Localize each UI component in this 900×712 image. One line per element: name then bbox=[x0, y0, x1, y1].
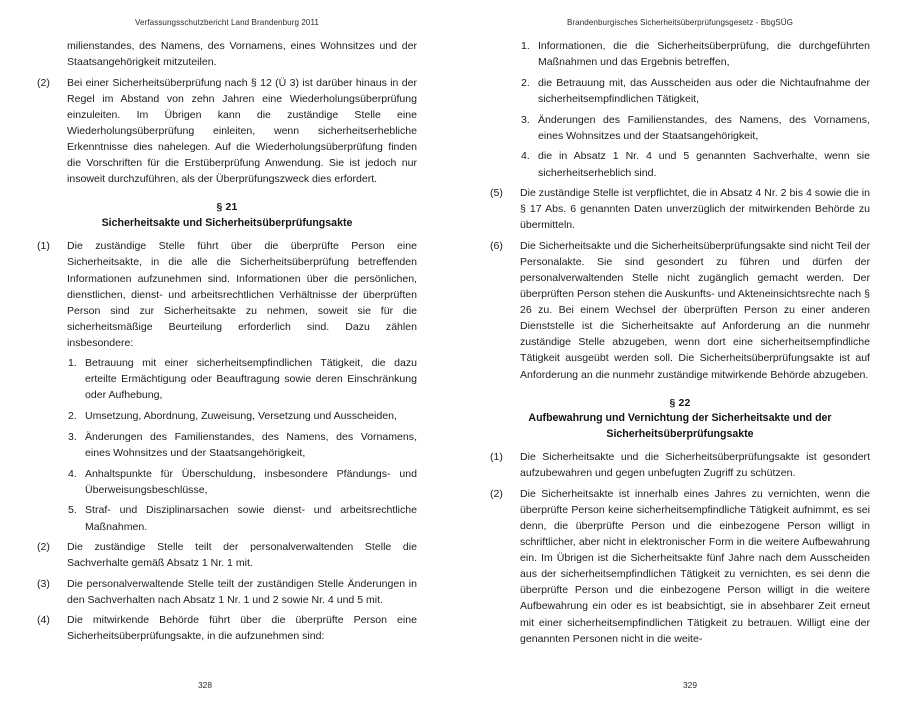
paragraph-text: Die Sicherheitsakte ist innerhalb eines Jahres zu vernichten, wenn die überprüfte Person keine sicherheitsempfindliche Tätigkeit aufnimmt, es sei denn, die überprüfte Person und die einbezogene Person willigt in schriftlicher, aber nicht in elektronischer Form in die weitere Aufbewahrung ein. Im Übrigen ist die Sicherheitsakte fünf Jahre nach dem Ausscheiden aus der sicherheitsempfindlichen Tätigkeit zu vernichten, es sei denn die überprüfte Person und die einbezogene Person willigt in die weitere Aufbewahrung ein oder es ist beabsichtigt, sie in absehbarer Zeit erneut mit einer sicherheitsempfindlichen Tätigkeit zu betrauen. Willigt eine der genannten Personen nicht in die weite- bbox=[520, 487, 870, 645]
paragraph-marker: (6) bbox=[490, 239, 503, 252]
list-item-text: die Betrauung mit, das Ausscheiden aus oder die Nichtaufnahme der sicherheitsempfindlichen Tätigkeit, bbox=[538, 76, 870, 105]
list-item-text: Änderungen des Familienstandes, des Namens, des Vornamens, eines Wohnsitzes und der Staatsangehörigkeit, bbox=[85, 430, 417, 459]
list-item bbox=[37, 408, 417, 424]
list-item-marker: 2. bbox=[68, 410, 77, 423]
list-item-text: Informationen, die die Sicherheitsüberprüfung, die durchgeführten Maßnahmen und das Ergebnis betreffen, bbox=[538, 40, 870, 69]
paragraph-text: Die zuständige Stelle führt über die überprüfte Person eine Sicherheitsakte, in die alle die Sicherheitsüberprüfung betreffenden Informationen aufzunehmen sind. Informationen über die persönlichen, dienstlichen, dienst- und arbeitsrechtlichen Verhältnisse der überprüften Person sind zur Sicherheitsakte zu nehmen, soweit sie für die sicherheitsmäßige Beurteilung erforderlich sind. Dazu zählen insbesondere: bbox=[67, 240, 417, 349]
paragraph-marker: (2) bbox=[37, 76, 50, 89]
paragraph-2 bbox=[490, 486, 870, 647]
paragraph-2b bbox=[37, 539, 417, 571]
paragraph-text: Die mitwirkende Behörde führt über die überprüfte Person eine Sicherheitsüberprüfungsakte, in die aufzunehmen sind: bbox=[67, 614, 417, 643]
paragraph-marker: (3) bbox=[37, 577, 50, 590]
list-item-marker: 5. bbox=[68, 504, 77, 517]
list-item-marker: 2. bbox=[521, 76, 530, 89]
list-item bbox=[490, 148, 870, 180]
paragraph-text: Die Sicherheitsakte und die Sicherheitsüberprüfungsakte sind nicht Teil der Personalakte. Sie sind gesondert zu führen und dürfen der personalverwaltenden Stelle nicht zugänglich gemacht werden. Der überprüften Person stehen die Auskunfts- und Akteneinsichtsrechte nach § 26 zu. Bei einem Wechsel der überprüften Person zu einer anderen Dienststelle ist die Sicherheitsakte auf Anforderung an die nunmehr zuständige Stelle abzugeben, wenn dort eine sicherheitsempfindliche Tätigkeit ausgeübt werden soll. Die Sicherheitsüberprüfungsakte ist auf Anforderung an die nunmehr zuständige mitwirkende Behörde abzugeben. bbox=[520, 239, 870, 381]
text-column-right bbox=[490, 38, 870, 647]
section-number: § 22 bbox=[669, 397, 691, 409]
list-item bbox=[37, 355, 417, 403]
section-heading-21 bbox=[37, 201, 417, 231]
paragraph-2 bbox=[37, 75, 417, 188]
section-title: Aufbewahrung und Vernichtung der Sicherheitsakte und der Sicherheitsüberprüfungsakte bbox=[528, 412, 832, 440]
paragraph-marker: (1) bbox=[37, 240, 50, 253]
list-item-marker: 1. bbox=[68, 357, 77, 370]
list-item-text: Betrauung mit einer sicherheitsempfindlichen Tätigkeit, die dazu erteilte Ermächtigung oder Beauftragung sowie deren Einschränkung oder Aufhebung, bbox=[85, 357, 417, 402]
paragraph-text: Die zuständige Stelle teilt der personalverwaltenden Stelle die Sachverhalte gemäß Absatz 1 Nr. 1 mit. bbox=[67, 541, 417, 570]
paragraph-3 bbox=[37, 576, 417, 608]
list-item bbox=[490, 75, 870, 107]
paragraph-marker: (5) bbox=[490, 187, 503, 200]
paragraph-marker: (1) bbox=[490, 451, 503, 464]
paragraph-5 bbox=[490, 185, 870, 233]
list-item-marker: 4. bbox=[68, 467, 77, 480]
list-item-text: Straf- und Disziplinarsachen sowie dienst- und arbeitsrechtliche Maßnahmen. bbox=[85, 504, 417, 533]
list-item bbox=[490, 112, 870, 144]
paragraph-marker: (4) bbox=[37, 614, 50, 627]
paragraph-text: Die zuständige Stelle ist verpflichtet, die in Absatz 4 Nr. 2 bis 4 sowie die in § 17 Abs. 6 genannten Daten unverzüglich der mitwirkenden Behörde zu übermitteln. bbox=[520, 187, 870, 232]
paragraph-continued bbox=[37, 38, 417, 70]
paragraph-text: Die personalverwaltende Stelle teilt der zuständigen Stelle Änderungen in den Sachverhalten nach Absatz 1 Nr. 1 und 2 sowie Nr. 4 und 5 mit. bbox=[67, 577, 417, 606]
list-item-marker: 4. bbox=[521, 150, 530, 163]
list-item bbox=[37, 466, 417, 498]
paragraph-marker: (2) bbox=[490, 487, 503, 500]
running-head-right: Brandenburgisches Sicherheitsüberprüfungsgesetz - BbgSÜG bbox=[566, 18, 794, 27]
section-title: Sicherheitsakte und Sicherheitsüberprüfungsakte bbox=[101, 216, 353, 229]
page-number-right: 329 bbox=[683, 680, 697, 690]
list-item bbox=[490, 38, 870, 70]
page-number-left: 328 bbox=[198, 680, 212, 690]
page-right bbox=[450, 0, 900, 712]
list-item-text: Anhaltspunkte für Überschuldung, insbesondere Pfändungs- und Überweisungsbeschlüsse, bbox=[85, 467, 417, 496]
paragraph-text: milienstandes, des Namens, des Vornamens, eines Wohnsitzes und der Staatsangehörigkeit mitzuteilen. bbox=[67, 40, 417, 69]
running-head-left: Verfassungsschutzbericht Land Brandenburg 2011 bbox=[135, 18, 319, 27]
list-item bbox=[37, 429, 417, 461]
paragraph-6 bbox=[490, 238, 870, 383]
list-item-marker: 3. bbox=[521, 113, 530, 126]
list-item-marker: 3. bbox=[68, 430, 77, 443]
paragraph-marker: (2) bbox=[37, 541, 50, 554]
paragraph-1 bbox=[490, 449, 870, 481]
list-item bbox=[37, 502, 417, 534]
paragraph-1 bbox=[37, 238, 417, 351]
section-heading-22 bbox=[490, 397, 870, 443]
paragraph-4 bbox=[37, 612, 417, 644]
paragraph-text: Die Sicherheitsakte und die Sicherheitsüberprüfungsakte ist gesondert aufzubewahren und gegen unbefugten Zugriff zu schützen. bbox=[520, 451, 870, 480]
list-item-marker: 1. bbox=[521, 40, 530, 53]
list-item-text: Änderungen des Familienstandes, des Namens, des Vornamens, eines Wohnsitzes und der Staatsangehörigkeit, bbox=[538, 113, 870, 142]
list-item-text: die in Absatz 1 Nr. 4 und 5 genannten Sachverhalte, wenn sie sicherheitserheblich sind. bbox=[538, 150, 870, 179]
text-column-left bbox=[37, 38, 417, 644]
section-number: § 21 bbox=[216, 202, 238, 214]
list-item-text: Umsetzung, Abordnung, Zuweisung, Versetzung und Ausscheiden, bbox=[85, 410, 397, 423]
paragraph-text: Bei einer Sicherheitsüberprüfung nach § 12 (Ü 3) ist darüber hinaus in der Regel im Abstand von zehn Jahren eine Wiederholungsüberprüfung einzuleiten. Im Übrigen kann die zuständige Stelle eine Wiederholungsüberprüfung einleiten, wenn sicherheitserhebliche Erkenntnisse dies nahelegen. Auf die Wiederholungsüberprüfung finden die Vorschriften für die Erstüberprüfung Anwendung. Sie ist jedoch nur insoweit durchzuführen, als der Überprüfungszweck dies erfordert. bbox=[67, 76, 417, 186]
